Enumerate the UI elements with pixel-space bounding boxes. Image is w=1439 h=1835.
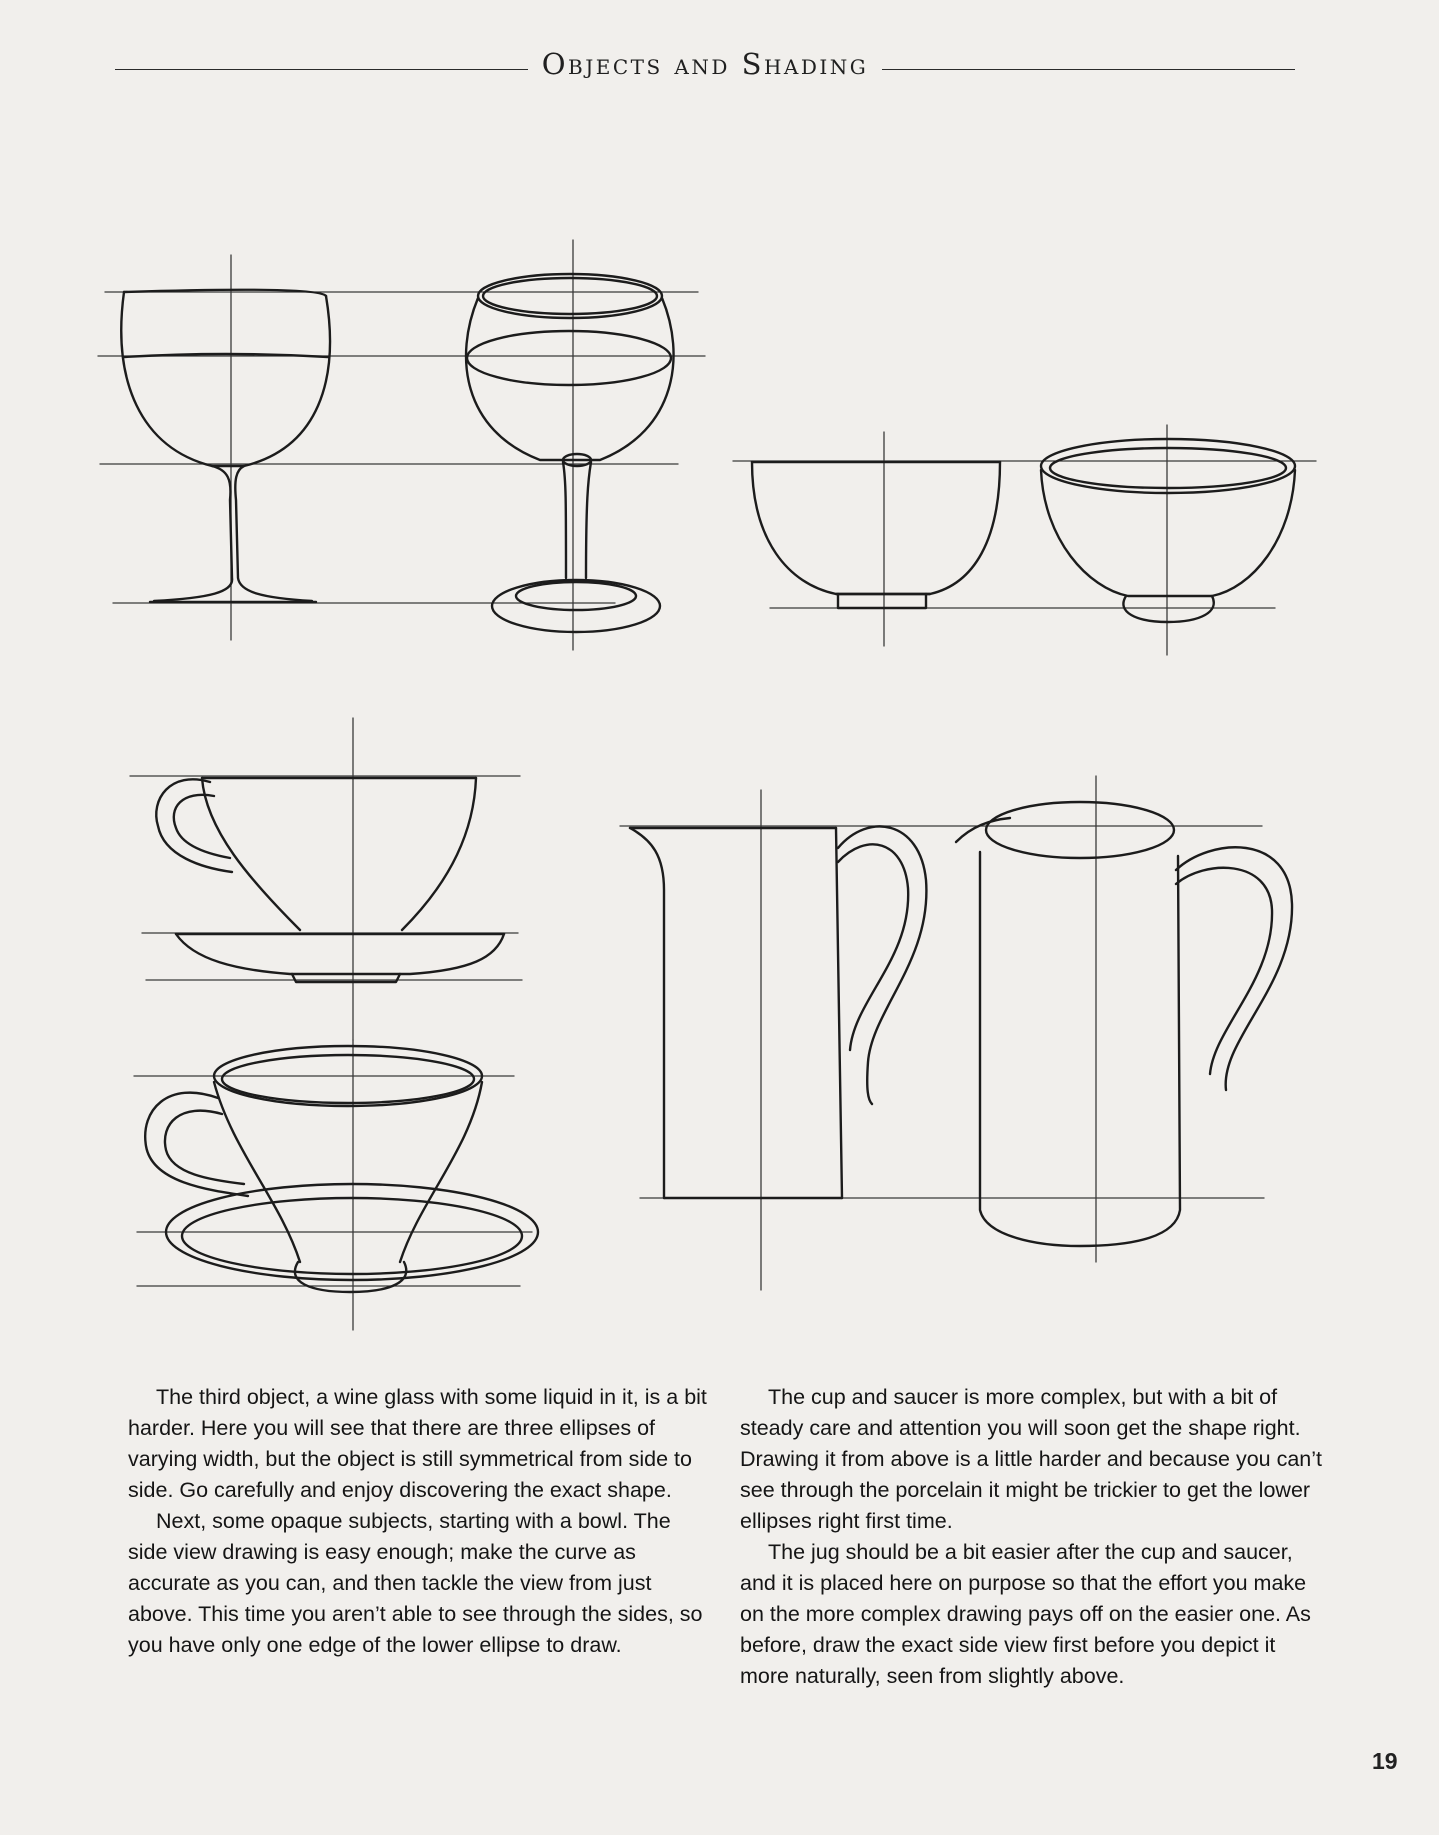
wine-glass-from-above [466,240,674,650]
paragraph-jug: The jug should be a bit easier after the cup and saucer, and it is placed here on purpose so that the effort you make on the more complex drawing pays off on the easier one. As before, draw the exact side view first before you depict it more naturally, seen from slightly above. [740,1540,1311,1688]
text-column-right [740,1382,1322,1692]
paragraph-cup-and-saucer: The cup and saucer is more complex, but with a bit of steady care and attention you will soon get the shape right. Drawing it from above is a little harder and because you can’t see through the porcelain it might be trickier to get the lower ellipses right first time. [740,1385,1323,1533]
jug-side-view [620,790,1264,1290]
cup-and-saucer-side-view [130,718,522,1040]
chapter-title: Objects and Shading [541,47,869,81]
bowl-from-above [1041,425,1295,655]
jug-from-above [956,776,1292,1262]
paragraph-wine-glass: The third object, a wine glass with some liquid in it, is a bit harder. Here you will see that there are three ellipses of varying width, but the object is still symmetrical from side to side. Go carefully and enjoy discovering the exact shape. [128,1385,707,1502]
cup-and-saucer-from-above [134,1040,538,1330]
paragraph-bowl: Next, some opaque subjects, starting with a bowl. The side view drawing is easy enough; make the curve as accurate as you can, and then tackle the view from just above. This time you aren’t able to see through the sides, so you have only one edge of the lower ellipse to draw. [128,1509,703,1657]
page-number: 19 [1372,1748,1398,1774]
bowl-side-view [733,432,1316,646]
text-column-left [128,1382,716,1661]
